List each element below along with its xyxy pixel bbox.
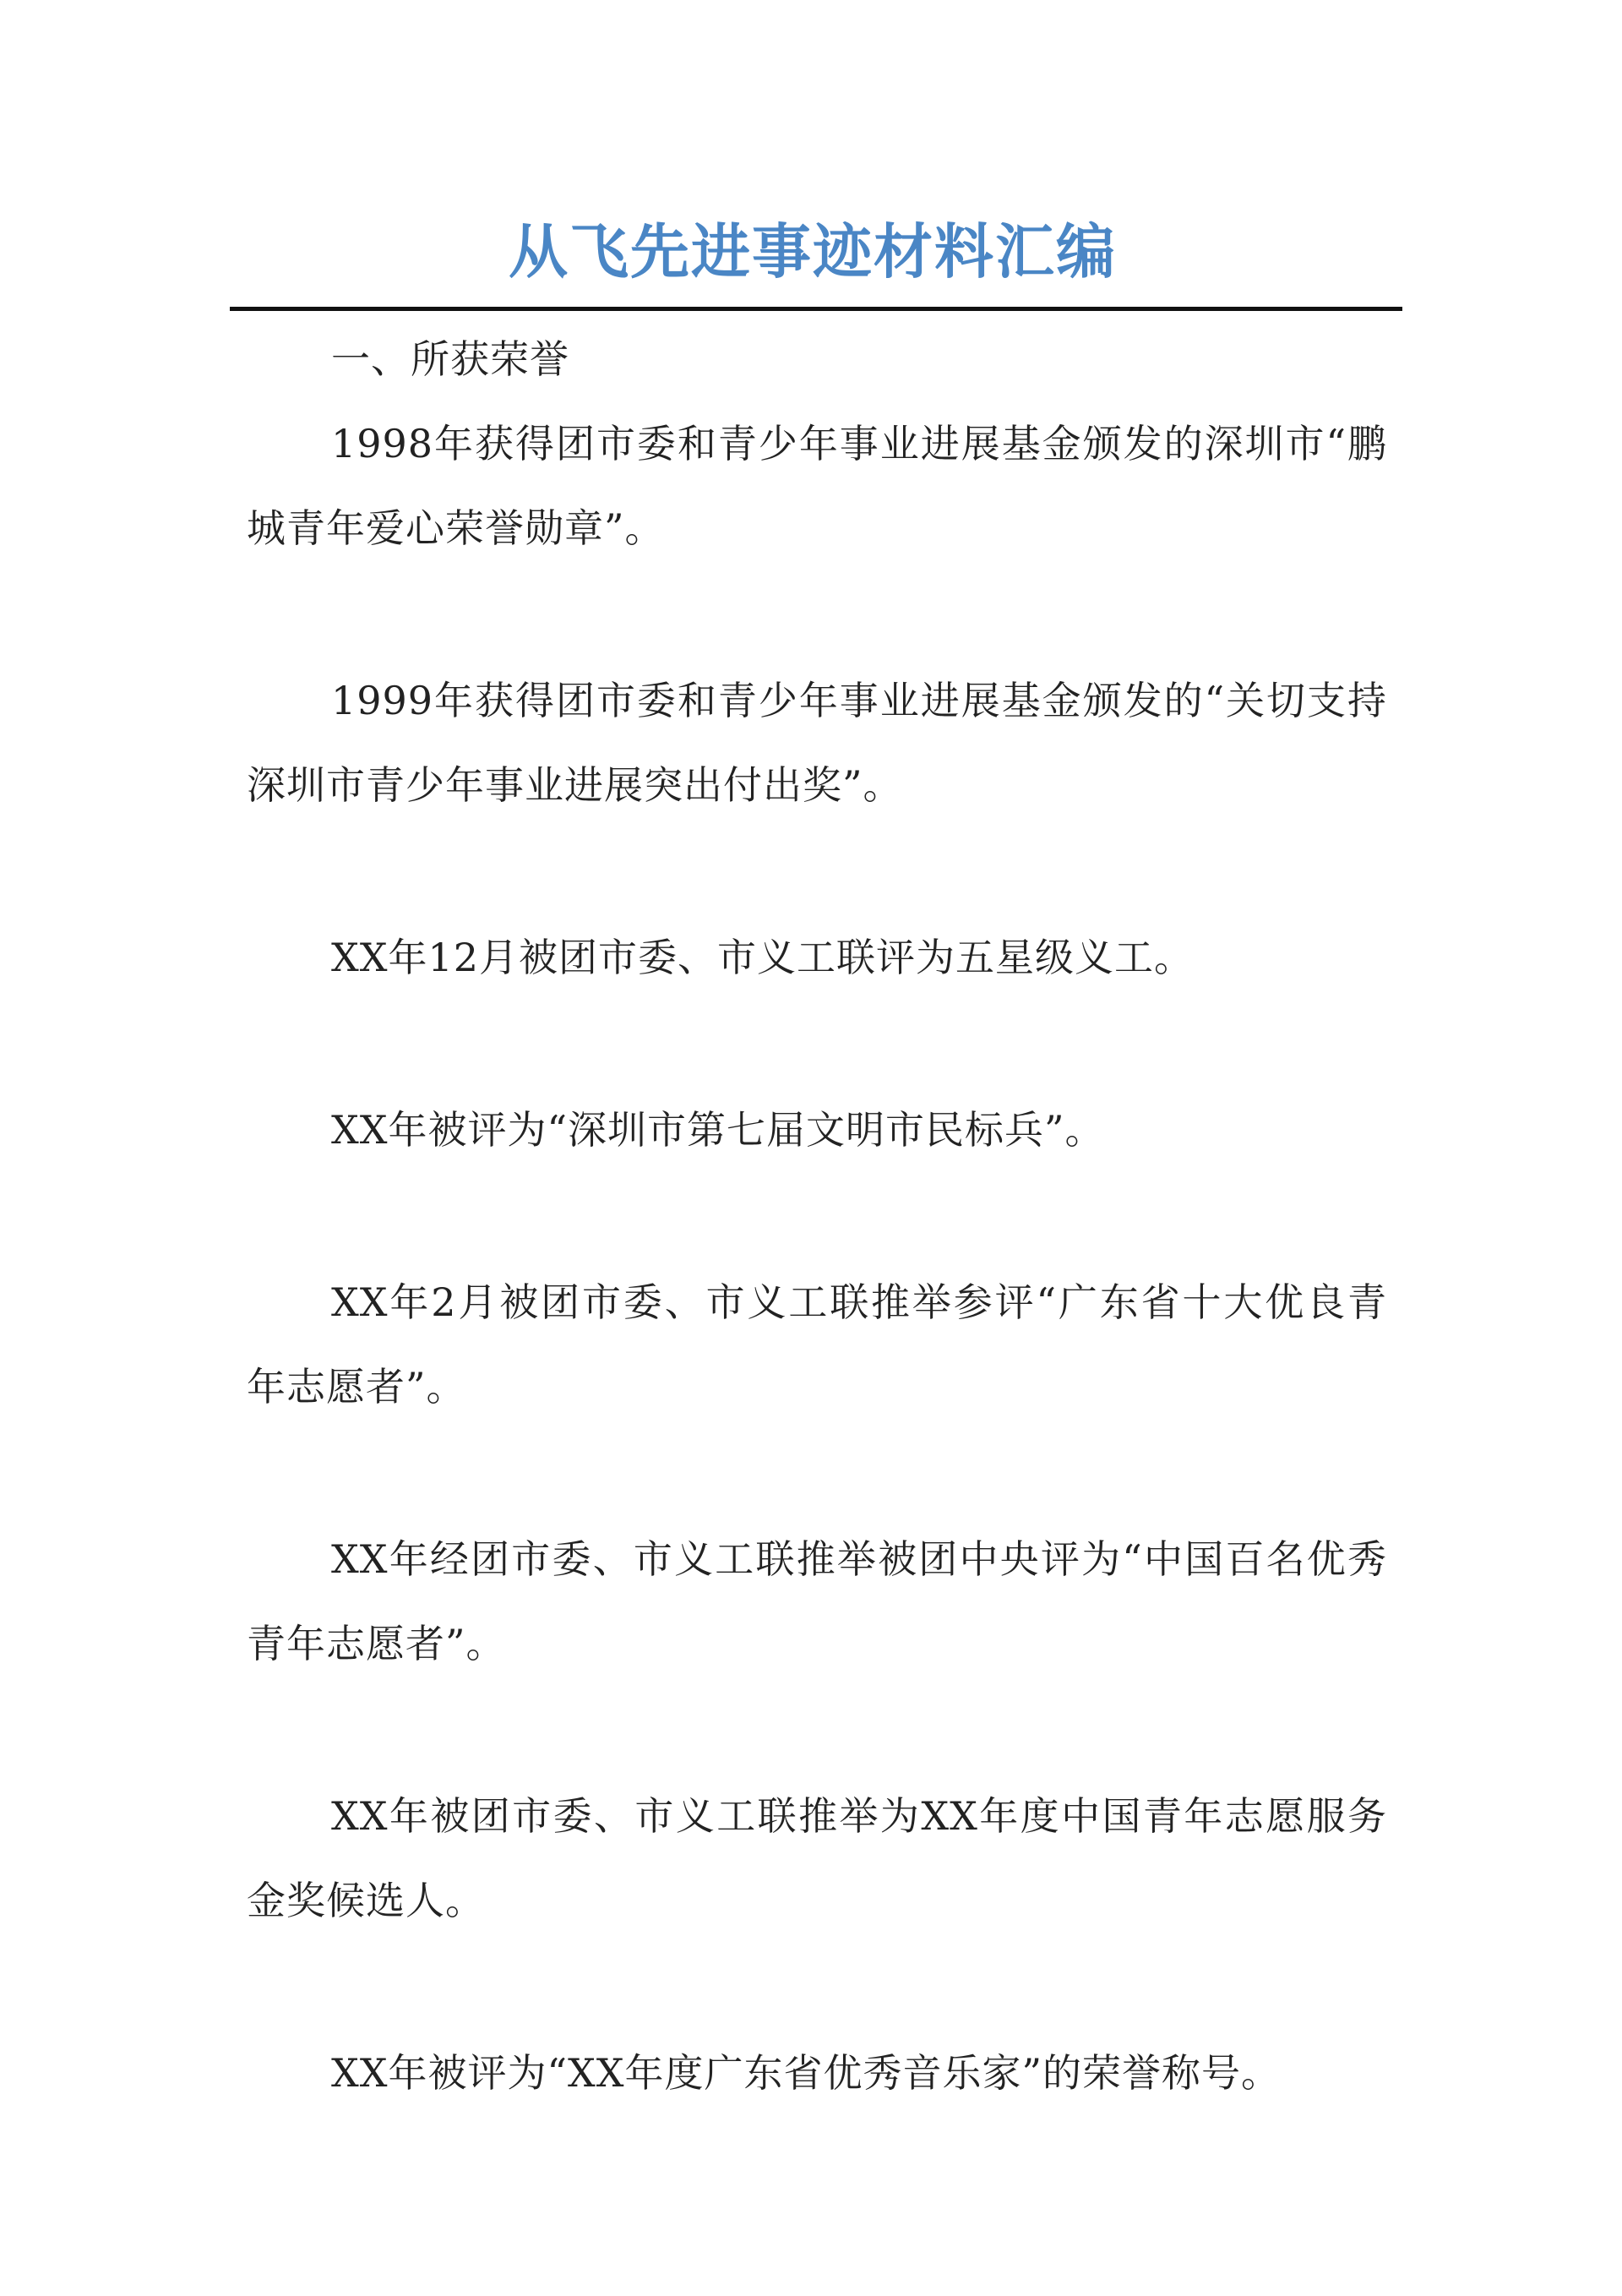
honor-entry: XX年被团市委、市义工联推举为XX年度中国青年志愿服务金奖候选人。 bbox=[247, 1793, 1387, 1923]
honor-entry: XX年2月被团市委、市义工联推举参评“广东省十大优良青年志愿者”。 bbox=[247, 1279, 1387, 1410]
honors-list bbox=[247, 401, 1387, 2203]
honor-entry: XX年经团市委、市义工联推举被团中央评为“中国百名优秀青年志愿者”。 bbox=[247, 1536, 1387, 1666]
honor-entry: XX年被评为“深圳市第七届文明市民标兵”。 bbox=[331, 1107, 1105, 1153]
document-title: 从飞先进事迹材料汇编 bbox=[509, 216, 1117, 286]
honor-entry: 1999年获得团市委和青少年事业进展基金颁发的“关切支持深圳市青少年事业进展突出付出奖”。 bbox=[247, 678, 1387, 808]
honor-entry: 1998年获得团市委和青少年事业进展基金颁发的深圳市“鹏城青年爱心荣誉勋章”。 bbox=[247, 421, 1387, 551]
title-divider bbox=[230, 307, 1402, 311]
section-heading: 一、所获荣誉 bbox=[331, 336, 569, 382]
honor-entry: XX年12月被团市委、市义工联评为五星级义工。 bbox=[331, 935, 1195, 980]
honor-entry: XX年被评为“XX年度广东省优秀音乐家”的荣誉称号。 bbox=[331, 2050, 1282, 2096]
